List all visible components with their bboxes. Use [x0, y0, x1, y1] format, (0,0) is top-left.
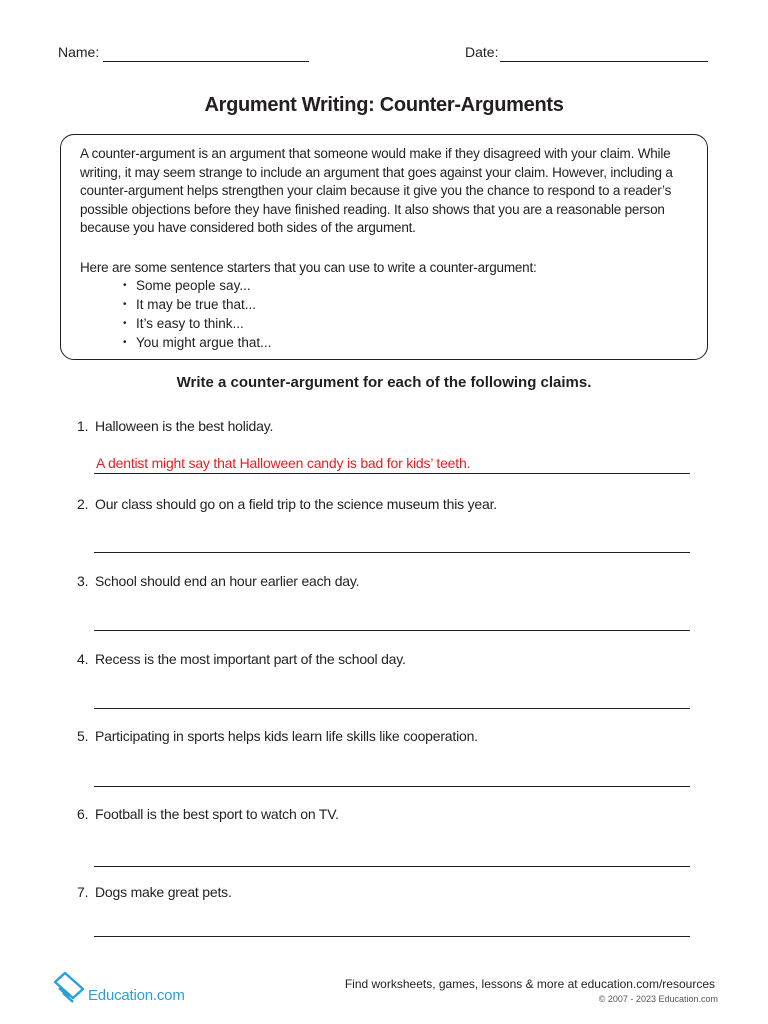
bullet-icon: •	[123, 280, 127, 291]
bullet-icon: •	[123, 337, 127, 348]
answer-line-2[interactable]	[94, 552, 690, 553]
list-item	[123, 276, 271, 295]
bullet-icon: •	[123, 299, 127, 310]
copyright-text: © 2007 - 2023 Education.com	[598, 994, 718, 1004]
starter-text: Some people say...	[136, 278, 251, 293]
education-logo-text[interactable]: Education.com	[88, 987, 185, 1004]
list-item	[123, 314, 271, 333]
answer-line-4[interactable]	[94, 708, 690, 709]
starter-text: It’s easy to think...	[136, 316, 244, 331]
question-text: School should end an hour earlier each day.	[95, 573, 360, 589]
starter-text: It may be true that...	[136, 297, 257, 312]
intro-paragraph: A counter-argument is an argument that someone would make if they disagreed with your claim. While writing, it may seem strange to include an argument that goes against your claim. However, including a counter-argument helps strengthen your claim because it give you the chance to respond to a reader’s possible objections before they have finished reading. It also shows that you are a reasonable person because you have considered both sides of the argument.	[80, 146, 673, 235]
question-2	[77, 496, 497, 512]
list-item	[123, 333, 271, 352]
starter-text: You might argue that...	[136, 335, 272, 350]
answer-line-1[interactable]	[94, 473, 690, 474]
answer-line-7[interactable]	[94, 936, 690, 937]
page-title: Argument Writing: Counter-Arguments	[204, 94, 564, 116]
name-field[interactable]	[103, 61, 309, 62]
question-number: 2.	[77, 496, 89, 512]
question-number: 7.	[77, 884, 89, 900]
bullet-icon: •	[123, 318, 127, 329]
question-4	[77, 651, 406, 667]
question-text: Our class should go on a field trip to the science museum this year.	[95, 496, 497, 512]
footer-tagline[interactable]: Find worksheets, games, lessons & more at education.com/resources	[344, 977, 715, 991]
question-number: 6.	[77, 806, 89, 822]
question-6	[77, 806, 339, 822]
date-field[interactable]	[500, 61, 708, 62]
question-text: Recess is the most important part of the school day.	[95, 651, 406, 667]
question-number: 5.	[77, 728, 89, 744]
answer-line-3[interactable]	[94, 630, 690, 631]
question-number: 3.	[77, 573, 89, 589]
question-3	[77, 573, 359, 589]
list-item	[123, 295, 271, 314]
question-number: 4.	[77, 651, 89, 667]
answer-line-6[interactable]	[94, 866, 690, 867]
instruction-heading: Write a counter-argument for each of the following claims.	[176, 374, 592, 391]
sentence-starters-list	[123, 276, 271, 352]
education-logo[interactable]	[52, 971, 86, 1010]
question-text: Football is the best sport to watch on TV.	[95, 806, 339, 822]
sentence-starters-lead: Here are some sentence starters that you can use to write a counter-argument:	[80, 260, 537, 275]
education-logo-icon	[52, 971, 86, 1005]
question-number: 1.	[77, 418, 89, 434]
date-label: Date:	[465, 44, 499, 60]
question-7	[77, 884, 232, 900]
answer-line-5[interactable]	[94, 786, 690, 787]
question-text: Halloween is the best holiday.	[95, 418, 274, 434]
question-5	[77, 728, 478, 744]
question-text: Participating in sports helps kids learn life skills like cooperation.	[95, 728, 478, 744]
answer-1-text: A dentist might say that Halloween candy is bad for kids’ teeth.	[96, 455, 471, 471]
question-text: Dogs make great pets.	[95, 884, 232, 900]
question-1	[77, 418, 273, 434]
name-label: Name:	[58, 44, 100, 60]
